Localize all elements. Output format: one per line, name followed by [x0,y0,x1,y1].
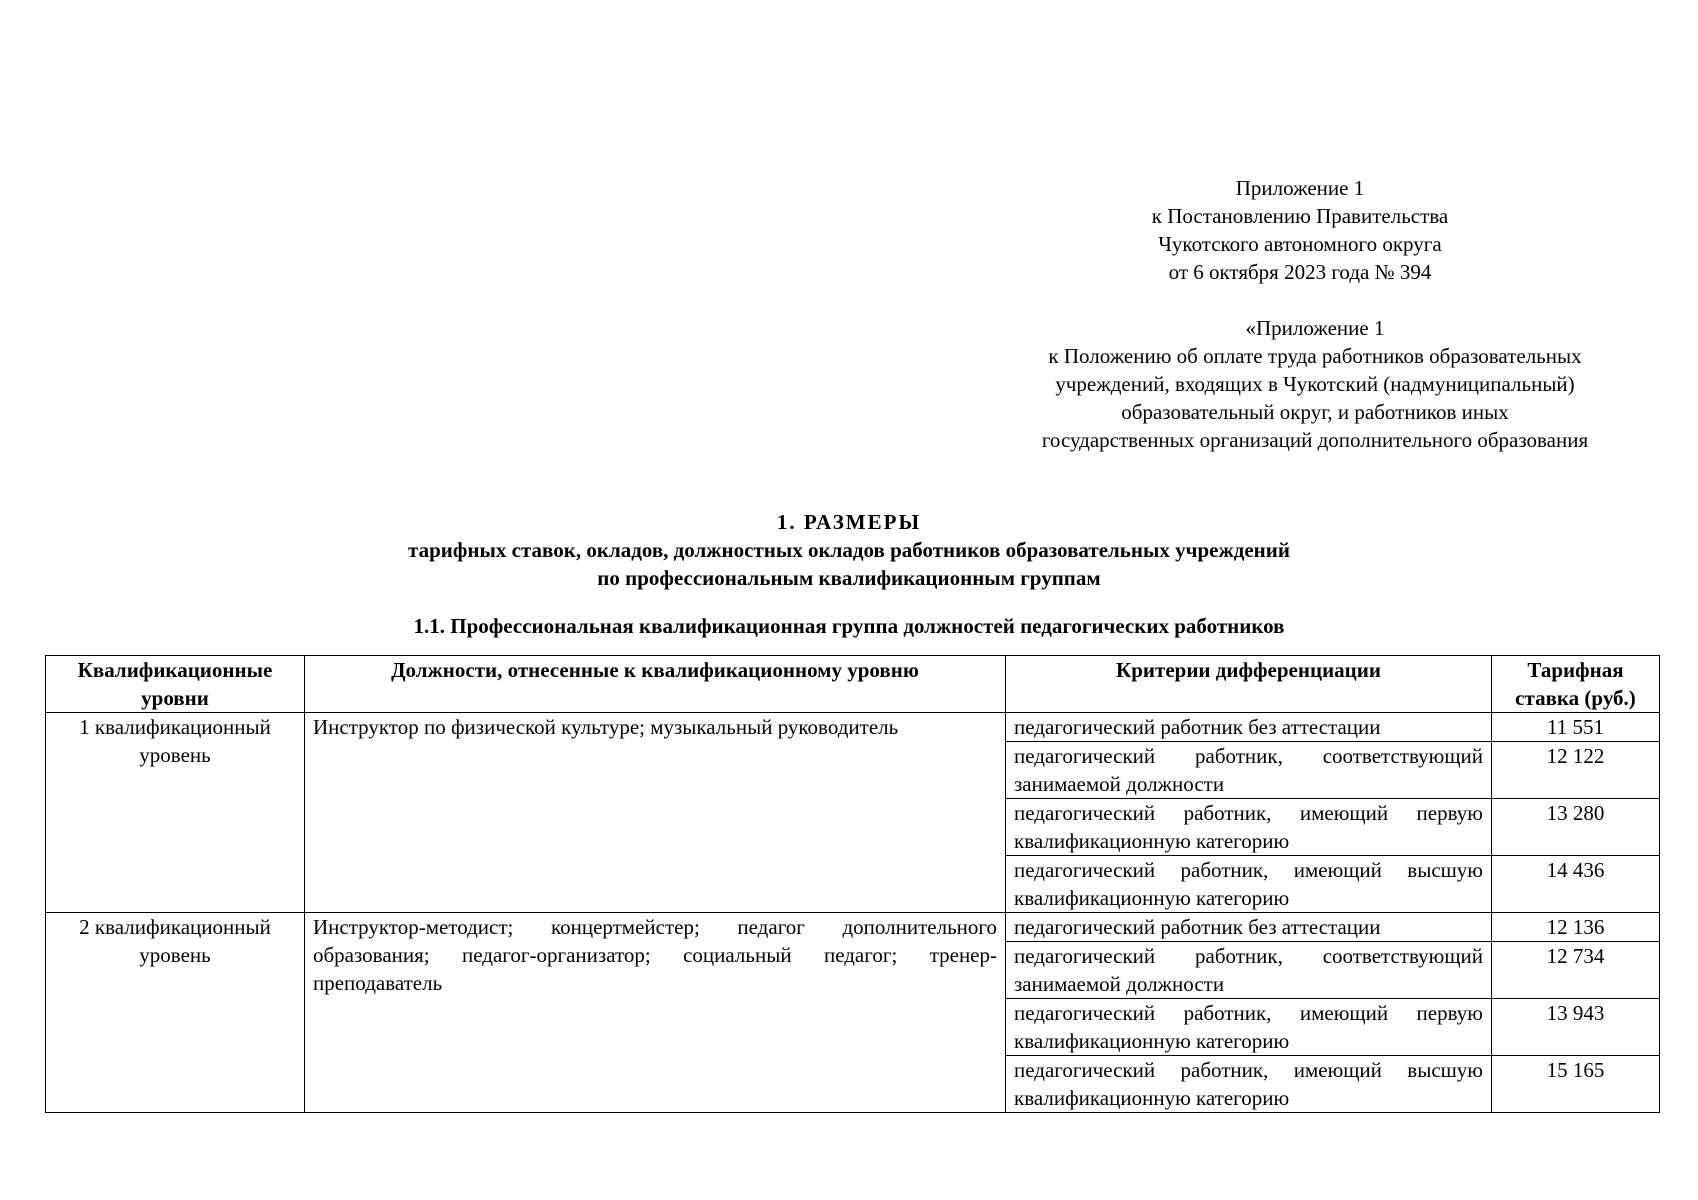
criterion-cell: педагогический работник, имеющий высшую квалификационную категорию [1006,1056,1492,1113]
rate-cell: 13 943 [1492,999,1660,1056]
annex-line: образовательный округ, и работников иных [1121,400,1509,424]
title-line: по профессиональным квалификационным группам [597,566,1101,590]
criterion-cell: педагогический работник, имеющий первую квалификационную категорию [1006,799,1492,856]
rate-cell: 15 165 [1492,1056,1660,1113]
rate-cell: 12 122 [1492,742,1660,799]
section-title: 1.1. Профессиональная квалификационная группа должностей педагогических работников [413,614,1285,638]
criterion-cell: педагогический работник без аттестации [1006,713,1492,742]
table-row [46,913,1660,942]
annex-line: к Положению об оплате труда работников образовательных [1048,344,1582,368]
annex-line: «Приложение 1 [1245,316,1385,340]
government-decree-annex-note [1090,174,1510,286]
criterion-cell: педагогический работник, имеющий первую квалификационную категорию [1006,999,1492,1056]
qualification-level-cell: 1 квалификационный уровень [46,713,305,913]
rate-cell: 14 436 [1492,856,1660,913]
rate-cell: 13 280 [1492,799,1660,856]
header-qualification-level: Квалификационные уровни [46,656,305,713]
title-line: тарифных ставок, окладов, должностных окладов работников образовательных учреждений [408,538,1290,562]
header-tariff-rate: Тарифная ставка (руб.) [1492,656,1660,713]
rate-cell: 12 136 [1492,913,1660,942]
header-criteria: Критерии дифференциации [1006,656,1492,713]
tariff-rates-table [45,655,1660,1113]
criterion-cell: педагогический работник без аттестации [1006,913,1492,942]
header-positions: Должности, отнесенные к квалификационному уровню [305,656,1006,713]
criterion-cell: педагогический работник, имеющий высшую квалификационную категорию [1006,856,1492,913]
annex-line: от 6 октября 2023 года № 394 [1168,260,1432,284]
qualification-level-cell: 2 квалификационный уровень [46,913,305,1113]
rate-cell: 12 734 [1492,942,1660,999]
positions-cell: Инструктор-методист; концертмейстер; педагог дополнительного образования; педагог-организатор; социальный педагог; тренер-преподаватель [305,913,1006,1113]
annex-line: учреждений, входящих в Чукотский (надмуниципальный) [1055,372,1575,396]
annex-line: к Постановлению Правительства [1151,204,1449,228]
criterion-cell: педагогический работник, соответствующий занимаемой должности [1006,942,1492,999]
criterion-cell: педагогический работник, соответствующий занимаемой должности [1006,742,1492,799]
annex-line: Чукотского автономного округа [1158,232,1442,256]
rate-cell: 11 551 [1492,713,1660,742]
regulation-annex-note [990,314,1640,454]
title-number-line: 1. РАЗМЕРЫ [776,510,922,534]
table-row [46,713,1660,742]
annex-line: Приложение 1 [1235,176,1365,200]
positions-cell: Инструктор по физической культуре; музыкальный руководитель [305,713,1006,913]
document-title [0,508,1698,592]
annex-line: государственных организаций дополнительного образования [1041,428,1589,452]
